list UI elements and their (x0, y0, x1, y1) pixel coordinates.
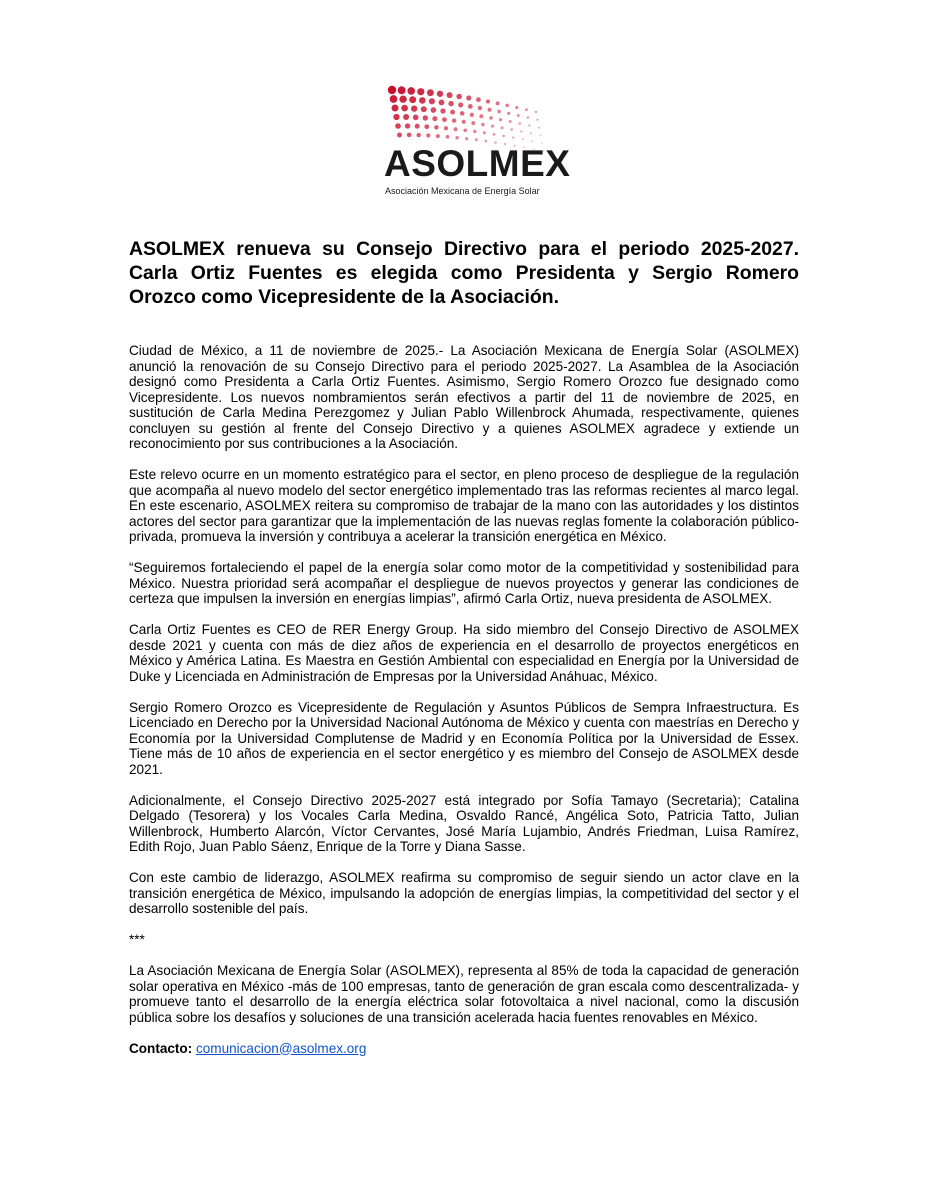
logo-dot (510, 128, 513, 131)
paragraph-vicepresident-bio: Sergio Romero Orozco es Vicepresidente de Regulación y Asuntos Públicos de Sempra Infraestructura. Es Licenciado en Derecho por la Universidad Nacional Autónoma de México y cuenta con maestrías en Derecho y Economía por la Universidad Complutense de Madrid y en Economía Política por la Universidad de Essex. Tiene más de 10 años de experiencia en el sector energético y es miembro del Consejo de ASOLMEX desde 2021. (129, 699, 799, 777)
logo-dot (407, 87, 415, 95)
logo-wordmark: ASOLMEX (384, 143, 571, 184)
logo-dot (421, 106, 427, 112)
logo-dot (512, 136, 514, 138)
contact-line (129, 1041, 799, 1057)
logo-dot (393, 114, 399, 120)
paragraph-president-bio: Carla Ortiz Fuentes es CEO de RER Energy Group. Ha sido miembro del Consejo Directivo de ASOLMEX desde 2021 y cuenta con más de diez años de experiencia en el desarrollo de proyectos energéticos en México y América Latina. Es Maestra en Gestión Ambiental con especialidad en Energía por la Universidad de Duke y Licenciada en Administración de Empresas por la Universidad Anáhuac, México. (129, 622, 799, 684)
logo-dot (454, 127, 458, 131)
logo-dot (515, 106, 518, 109)
logo-tagline: Asociación Mexicana de Energía Solar (385, 186, 540, 196)
contact-label: Contacto: (129, 1040, 193, 1056)
logo-dot (465, 137, 468, 140)
logo-dot (496, 101, 500, 105)
logo-dot (458, 102, 463, 107)
logo-dot (442, 117, 447, 122)
logo-dot (525, 108, 528, 111)
logo-dot (536, 119, 538, 121)
logo-dot (502, 135, 505, 138)
logo-dot (528, 124, 530, 126)
logo-dot (432, 116, 437, 121)
logo-dot (481, 123, 485, 127)
logo-dot (413, 115, 419, 121)
logo-dot (399, 96, 406, 103)
logo-dot (486, 99, 490, 103)
logo-dot (431, 107, 437, 113)
logo-dot (540, 135, 542, 137)
logo-dot (488, 108, 492, 112)
paragraph-quote: “Seguiremos fortaleciendo el papel de la energía solar como motor de la competitividad y sostenibilidad para México. Nuestra prioridad será acompañar el despliegue de nuevos proyectos y generar las condiciones de certeza que impulsen la inversión en energías limpias”, afirmó Carla Ortiz, nueva presidenta de ASOLMEX. (129, 560, 799, 606)
paragraph-intro: Ciudad de México, a 11 de noviembre de 2025.- La Asociación Mexicana de Energía Solar (ASOLMEX) anunció la renovación de su Consejo Directivo para el periodo 2025-2027. La Asamblea de la Asociación designó como Presidenta a Carla Ortiz Fuentes. Asimismo, Sergio Romero Orozco fue designado como Vicepresidente. Los nuevos nombramientos serán efectivos a partir del 11 de noviembre de 2025, en sustitución de Carla Medina Perezgomez y Julian Pablo Willenbrock Ahumada, respectivamente, quienes concluyen su gestión al frente del Consejo Directivo y a quienes ASOLMEX agradece y extiende un reconocimiento por sus contribuciones a la Asociación. (129, 343, 799, 451)
logo-dot (439, 99, 445, 105)
logo-dot (535, 111, 537, 113)
paragraph-closing: Con este cambio de liderazgo, ASOLMEX reafirma su compromiso de seguir siendo un actor clave en la transición energética de México, impulsando la adopción de energías limpias, la competitividad del sector y el desarrollo sostenible del país. (129, 870, 799, 916)
logo-dot (436, 134, 440, 138)
logo-dot (491, 124, 494, 127)
logo-dot (479, 114, 483, 118)
paragraph-board-members: Adicionalmente, el Consejo Directivo 2025-2027 está integrado por Sofía Tamayo (Secretaria); Catalina Delgado (Tesorera) y los Vocales Carla Medina, Osvaldo Rancé, Angélica Soto, Patricia Tatto, Julian Willenbrock, Humberto Alarcón, Víctor Cervantes, José María Lujambio, Andrés Friedman, Luisa Ramírez, Edith Rojo, Juan Pablo Sáenz, Enrique de la Torre y Diana Sasse. (129, 792, 799, 854)
logo-dot (505, 104, 509, 108)
logo-dot (470, 113, 474, 117)
logo-dot (456, 94, 462, 100)
logo-dot (419, 97, 426, 104)
logo-dot (409, 96, 416, 103)
logo-dot (478, 106, 482, 110)
logo-dot (390, 95, 398, 103)
logo-dots-graphic (380, 82, 550, 152)
logo-dot (507, 112, 510, 115)
logo-dot (476, 97, 481, 102)
logo-dot (440, 108, 445, 113)
logo-dot (471, 121, 475, 125)
logo-dot (462, 120, 466, 124)
logo-dot (522, 138, 524, 140)
logo-dot (405, 123, 410, 128)
logo-dot (466, 95, 471, 100)
logo-dot (473, 130, 476, 133)
logo-dot (416, 133, 420, 137)
press-release-body (129, 343, 799, 1056)
logo-dot (460, 111, 465, 116)
logo-dot (427, 89, 434, 96)
press-release-headline: ASOLMEX renueva su Consejo Directivo para el periodo 2025-2027. Carla Ortiz Fuentes es elegida como Presidenta y Sergio Romero Orozco como Vicepresidente de la Asociación. (129, 238, 799, 308)
logo-dot (538, 127, 540, 129)
logo-dot (415, 124, 420, 129)
logo-dot (423, 115, 428, 120)
logo-dot (426, 133, 430, 137)
logo-dot (446, 135, 450, 139)
logo-dot (475, 138, 478, 141)
logo-dot (429, 98, 435, 104)
logo-dot (448, 101, 453, 106)
logo-dot (530, 132, 532, 134)
logo-dot (434, 125, 439, 130)
logo-dot (509, 120, 512, 123)
logo-dot (527, 116, 530, 119)
logo-dot (493, 133, 496, 136)
logo-dot (395, 123, 401, 129)
logo-dot (411, 105, 417, 111)
logo-dot (447, 92, 453, 98)
logo-dot (403, 114, 409, 120)
logo-dot (444, 126, 448, 130)
logo-dot (392, 105, 399, 112)
about-asolmex: La Asociación Mexicana de Energía Solar (ASOLMEX), representa al 85% de toda la capacidad de generación solar operativa en México -más de 100 empresas, tanto de generación de gran escala como descentralizada- y promueve tanto el desarrollo de la energía eléctrica solar fotovoltaica a nivel nacional, como la discusión pública sobre los desafíos y soluciones de una transición acelerada hacia fuentes renovables en México. (129, 963, 799, 1025)
logo-dot (463, 128, 467, 132)
contact-email-link[interactable]: comunicacion@asolmex.org (195, 1040, 367, 1056)
logo-dot (518, 122, 521, 125)
logo-dot (489, 116, 493, 120)
logo-dot (517, 114, 520, 117)
logo-dot (417, 88, 424, 95)
logo-dot (468, 104, 473, 109)
logo-dot (497, 110, 501, 114)
paragraph-context: Este relevo ocurre en un momento estratégico para el sector, en pleno proceso de despliegue de la regulación que acompaña al nuevo modelo del sector energético implementado tras las reformas recientes al marco legal. En este escenario, ASOLMEX reitera su compromiso de trabajar de la mano con las autoridades y los distintos actores del sector para garantizar que la implementación de las nuevas reglas fomente la colaboración público-privada, promueva la inversión y contribuya a acelerar la transición energética en México. (129, 467, 799, 544)
logo-dot (520, 130, 522, 132)
logo-dot (452, 118, 456, 122)
logo-dot (455, 136, 458, 139)
logo-dot (397, 133, 402, 138)
logo-dot (424, 124, 429, 129)
logo-dot (398, 86, 406, 94)
logo-dot (437, 91, 443, 97)
logo-dot (450, 110, 455, 115)
logo-dot (501, 126, 504, 129)
separator: *** (129, 932, 145, 947)
logo-dot (401, 105, 408, 112)
logo-dot (531, 140, 533, 142)
logo-dot (407, 133, 412, 138)
logo-dot (499, 118, 502, 121)
logo-dot (483, 131, 486, 134)
logo-dot (388, 86, 396, 94)
